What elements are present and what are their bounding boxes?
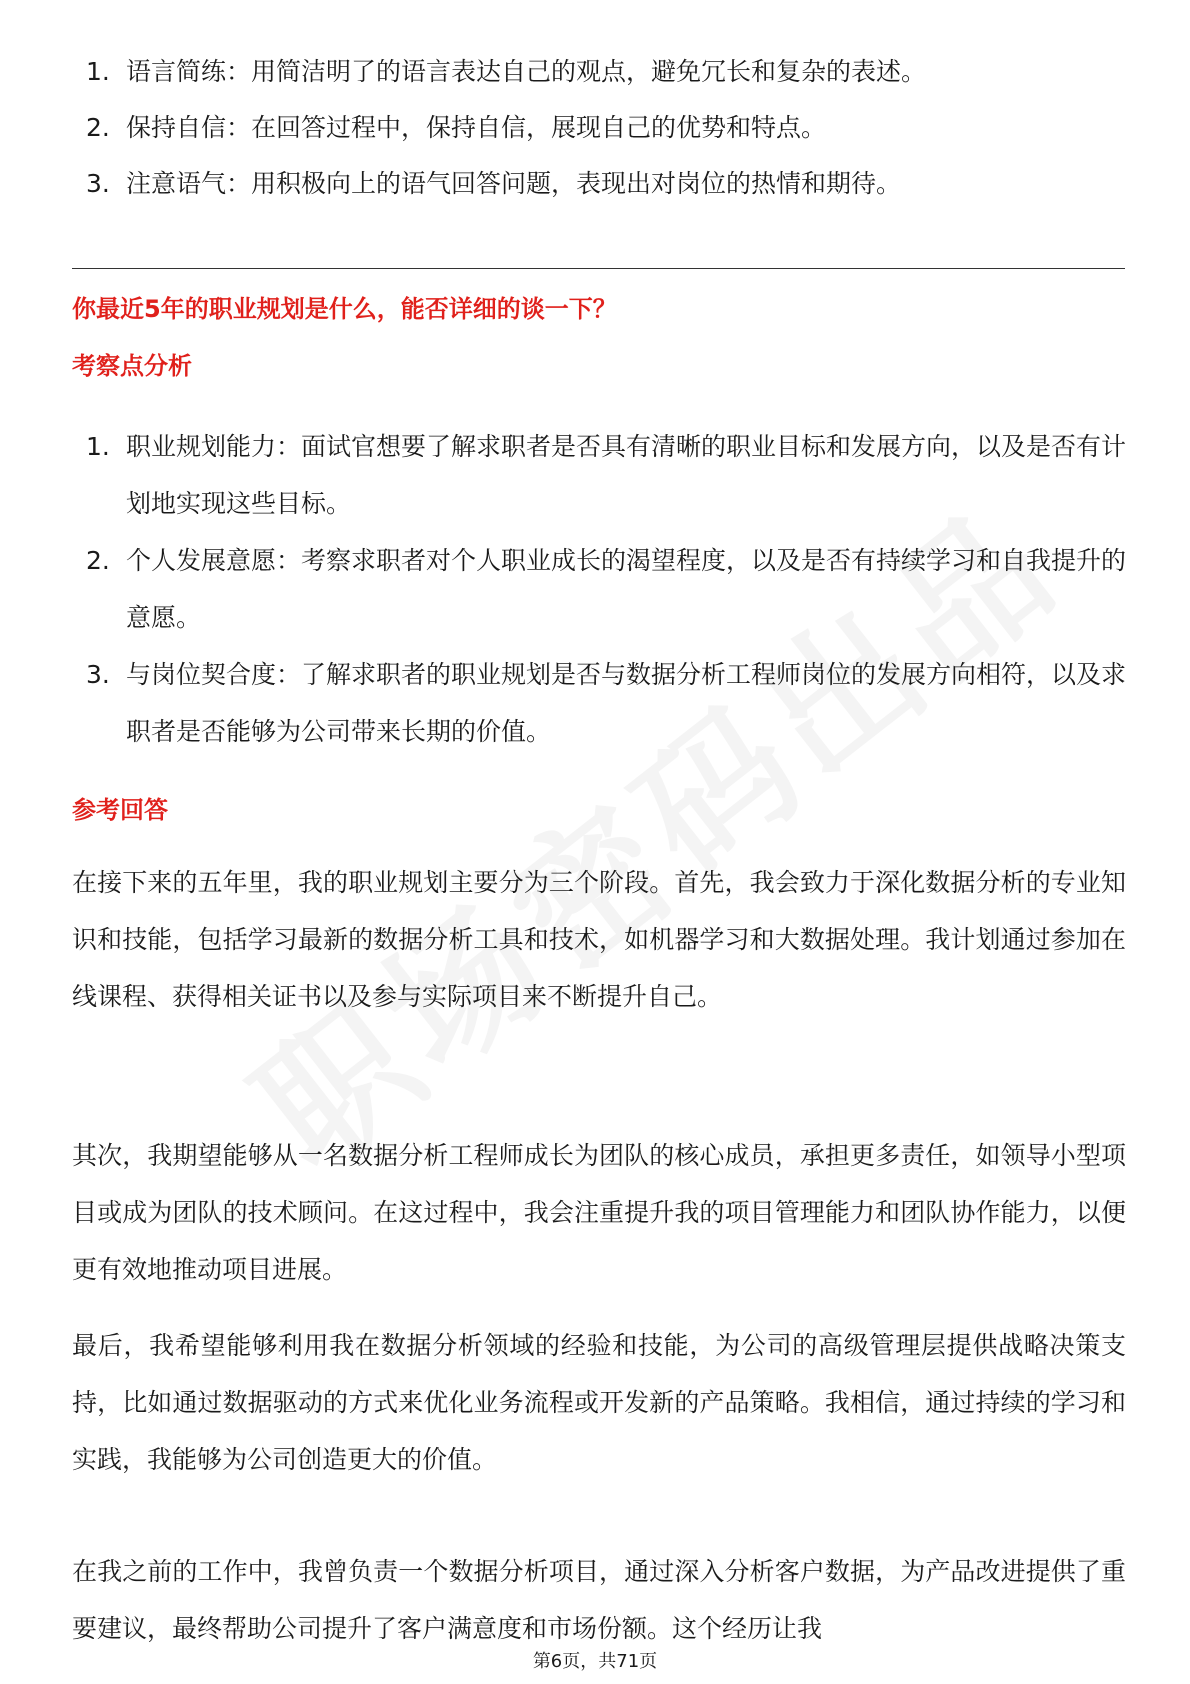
answer-paragraph: 在我之前的工作中，我曾负责一个数据分析项目，通过深入分析客户数据，为产品改进提供了重要建议，最终帮助公司提升了客户满意度和市场份额。这个经历让我 — [72, 1557, 1126, 1643]
list-number: 1. — [86, 57, 110, 86]
analysis-list — [86, 418, 1126, 760]
list-text: 语言简练：用简洁明了的语言表达自己的观点，避免冗长和复杂的表述。 — [126, 57, 927, 86]
list-number: 1. — [86, 432, 110, 461]
list-number: 2. — [86, 546, 110, 575]
list-item — [86, 418, 1126, 532]
list-text: 注意语气：用积极向上的语气回答问题，表现出对岗位的热情和期待。 — [126, 169, 902, 198]
list-item — [86, 44, 1126, 100]
list-item — [86, 532, 1126, 646]
answer-heading: 参考回答 — [72, 796, 168, 824]
tips-list — [86, 44, 1126, 212]
analysis-heading: 考察点分析 — [72, 352, 192, 380]
answer-paragraph: 在接下来的五年里，我的职业规划主要分为三个阶段。首先，我会致力于深化数据分析的专业知识和技能，包括学习最新的数据分析工具和技术，如机器学习和大数据处理。我计划通过参加在线课程、获得相关证书以及参与实际项目来不断提升自己。 — [72, 868, 1126, 1011]
list-text: 保持自信：在回答过程中，保持自信，展现自己的优势和特点。 — [126, 113, 827, 142]
list-number: 2. — [86, 113, 110, 142]
list-number: 3. — [86, 169, 110, 198]
answer-paragraph: 其次，我期望能够从一名数据分析工程师成长为团队的核心成员，承担更多责任，如领导小型项目或成为团队的技术顾问。在这过程中，我会注重提升我的项目管理能力和团队协作能力，以便更有效地推动项目进展。 — [72, 1141, 1126, 1284]
list-item — [86, 156, 1126, 212]
section-divider — [72, 268, 1125, 269]
answer-paragraph: 最后，我希望能够利用我在数据分析领域的经验和技能，为公司的高级管理层提供战略决策支持，比如通过数据驱动的方式来优化业务流程或开发新的产品策略。我相信，通过持续的学习和实践，我能够为公司创造更大的价值。 — [72, 1331, 1126, 1474]
list-text: 与岗位契合度：了解求职者的职业规划是否与数据分析工程师岗位的发展方向相符，以及求职者是否能够为公司带来长期的价值。 — [126, 660, 1127, 746]
list-item — [86, 100, 1126, 156]
list-text: 职业规划能力：面试官想要了解求职者是否具有清晰的职业目标和发展方向，以及是否有计划地实现这些目标。 — [126, 432, 1127, 518]
question-heading: 你最近5年的职业规划是什么，能否详细的谈一下？ — [72, 295, 617, 323]
page-footer: 第6页，共71页 — [0, 1650, 1190, 1674]
list-text: 个人发展意愿：考察求职者对个人职业成长的渴望程度，以及是否有持续学习和自我提升的意愿。 — [126, 546, 1127, 632]
list-item — [86, 646, 1126, 760]
list-number: 3. — [86, 660, 110, 689]
